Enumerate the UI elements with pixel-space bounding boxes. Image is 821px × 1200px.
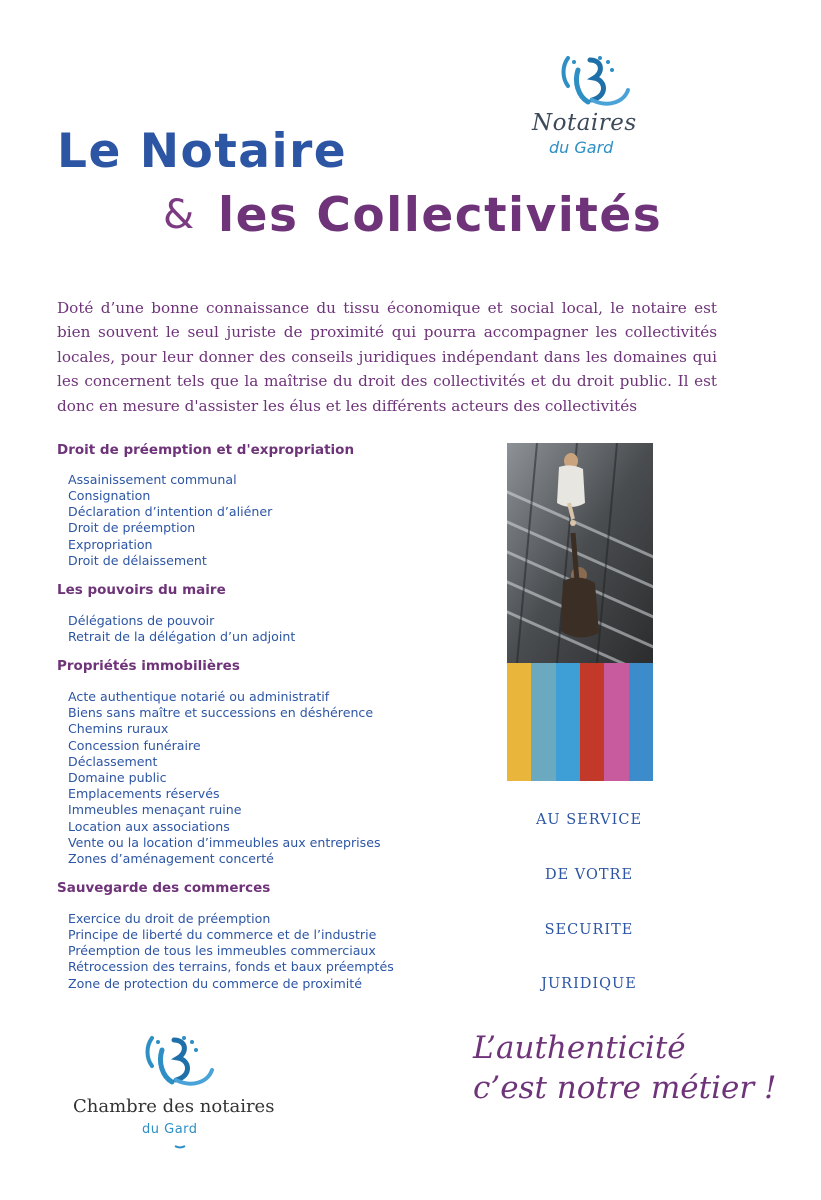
title-line-2: les Collectivités — [218, 188, 663, 243]
stripe-teal — [531, 663, 555, 781]
list-item: Concession funéraire — [68, 738, 201, 753]
list-item: Délégations de pouvoir — [68, 613, 215, 628]
title-ampersand: & — [163, 192, 195, 238]
chambre-logo-sub-text: du Gard — [142, 1122, 198, 1137]
color-stripes — [507, 663, 653, 781]
list-item: Déclaration d’intention d’aliéner — [68, 504, 273, 519]
stripe-blue — [556, 663, 580, 781]
slogan-line-3: SECURITE — [544, 922, 634, 938]
list-item: Exercice du droit de préemption — [68, 911, 271, 926]
stripe-red — [580, 663, 604, 781]
list-item: Retrait de la délégation d’un adjoint — [68, 629, 296, 644]
list-item: Principe de liberté du commerce et de l’industrie — [68, 927, 377, 942]
title-line-1: Le Notaire — [57, 124, 348, 179]
section-title: Sauvegarde des commerces — [57, 880, 271, 896]
notaires-logo-emblem-icon — [528, 52, 658, 112]
list-item: Droit de délaissement — [68, 553, 207, 568]
handshake-photo — [507, 443, 653, 663]
list-item: Rétrocession des terrains, fonds et baux préemptés — [68, 959, 394, 974]
list-item: Vente ou la location d’immeubles aux entreprises — [68, 835, 381, 850]
list-item: Expropriation — [68, 537, 153, 552]
section-title: Propriétés immobilières — [57, 658, 240, 674]
section-title: Les pouvoirs du maire — [57, 582, 226, 598]
list-item: Zones d’aménagement concerté — [68, 851, 274, 866]
tagline-line-1: L’authenticité — [473, 1030, 686, 1066]
chambre-logo-emblem-icon — [70, 1030, 290, 1094]
list-item: Domaine public — [68, 770, 167, 785]
chambre-notaires-logo — [70, 1030, 290, 1152]
chambre-logo-brand-text: Chambre des notaires — [73, 1096, 275, 1117]
list-item: Emplacements réservés — [68, 786, 220, 801]
list-item: Biens sans maître et successions en déshérence — [68, 705, 374, 720]
list-item: Location aux associations — [68, 819, 230, 834]
logo-brand-text: Notaires — [532, 110, 637, 136]
tagline-line-2: c’est notre métier ! — [473, 1070, 777, 1106]
list-item: Droit de préemption — [68, 520, 196, 535]
list-item: Acte authentique notarié ou administratif — [68, 689, 330, 704]
section-title: Droit de préemption et d'expropriation — [57, 442, 355, 458]
notaires-logo — [528, 52, 658, 172]
list-item: Déclassement — [68, 754, 158, 769]
list-item: Chemins ruraux — [68, 721, 169, 736]
slogan-line-2: DE VOTRE — [544, 867, 634, 883]
chambre-logo-mark-icon — [174, 1142, 186, 1150]
intro-paragraph: Doté d’une bonne connaissance du tissu économique et social local, le notaire est bien souvent le seul juriste de proximité qui pourra accompagner les collectivités locales, pour leur donner des conseils juridiques indépendant dans les domaines qui les concernent tels que la maîtrise du droit des collectivités et du droit public. Il est donc en mesure d'assister les élus et les différents acteurs des collectivités — [57, 299, 717, 415]
handshake-photo-illustration — [507, 443, 653, 663]
list-item: Consignation — [68, 488, 151, 503]
logo-sub-text: du Gard — [549, 138, 614, 157]
list-item: Zone de protection du commerce de proximité — [68, 976, 362, 991]
list-item: Préemption de tous les immeubles commerciaux — [68, 943, 376, 958]
slogan-line-4: JURIDIQUE — [541, 976, 637, 992]
stripe-yellow — [507, 663, 531, 781]
slogan-line-1: AU SERVICE — [535, 812, 643, 828]
stripe-dark-blue — [629, 663, 653, 781]
list-item: Immeubles menaçant ruine — [68, 802, 242, 817]
list-item: Assainissement communal — [68, 472, 237, 487]
stripe-pink — [604, 663, 628, 781]
